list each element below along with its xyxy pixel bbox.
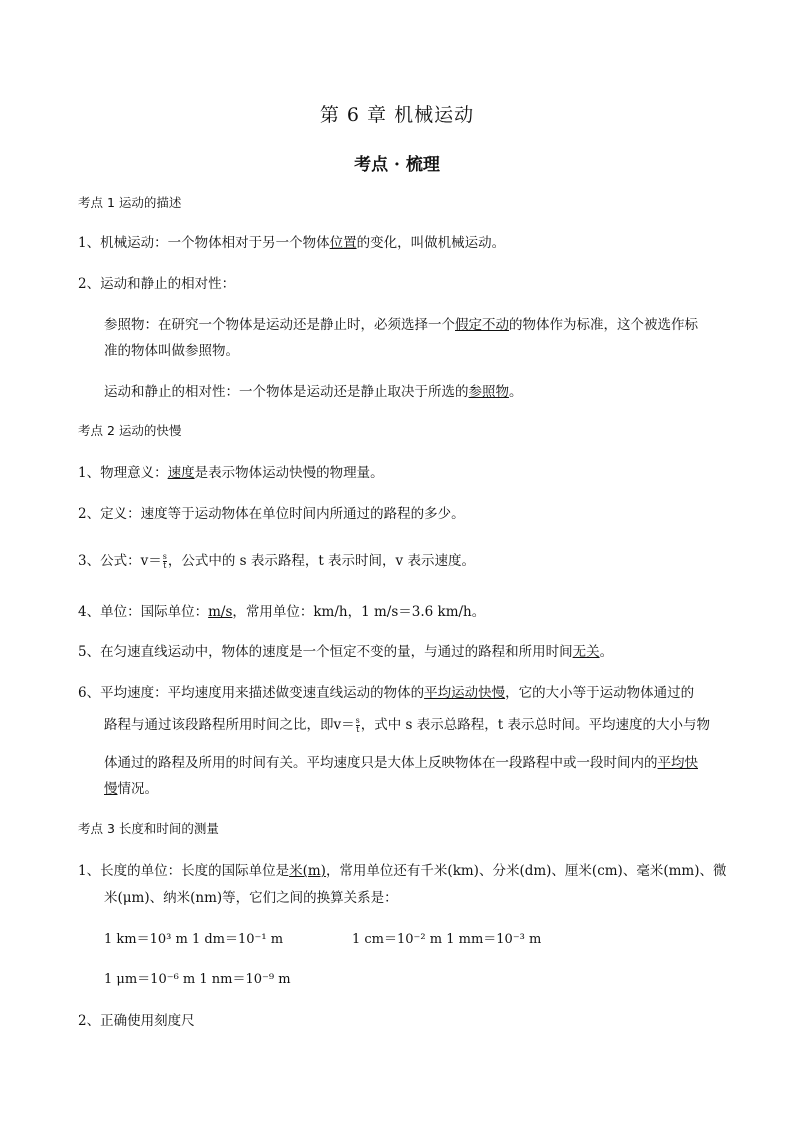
fraction-s-over-t: $\frac{s}{t}$ [162,552,167,570]
sec1-item-2: 2、运动和静止的相对性： [78,276,236,292]
sec3-item-1-line-2: 米(μm)、纳米(nm)等，它们之间的换算关系是： [104,890,398,906]
section-3-title: 考点 3 长度和时间的测量 [78,821,219,836]
sec2-item-6-line-2: 路程与通过该段路程所用时间之比，即v＝ $\frac{s}{t}$ ，式中 s 表示总路程，t 表示总时间。平均速度的大小与物 [104,716,710,734]
sec3-item-1-line-1: 1、长度的单位：长度的国际单位是米(m)，常用单位还有千米(km)、分米(dm)、厘米(cm)、毫米(mm)、微 [78,863,727,879]
chapter-title: 第 6 章 机械运动 [319,104,475,126]
sec1-relativity: 运动和静止的相对性：一个物体是运动还是静止取决于所选的参照物。 [104,384,523,400]
fraction-s-over-t: $\frac{s}{t}$ [355,716,360,734]
sec2-item-5: 5、在匀速直线运动中，物体的速度是一个恒定不变的量，与通过的路程和所用时间无关。 [78,644,614,660]
sec2-item-4: 4、单位：国际单位：m/s，常用单位：km/h，1 m/s＝3.6 km/h。 [78,604,486,620]
sec2-item-1: 1、物理意义：速度是表示物体运动快慢的物理量。 [78,465,384,481]
sec2-item-3-formula: 3、公式：v＝ $\frac{s}{t}$ ，公式中的 s 表示路程，t 表示时间，v 表示速度。 [78,552,475,570]
section-2-title: 考点 2 运动的快慢 [78,423,182,438]
sec3-item-2: 2、正确使用刻度尺 [78,1013,195,1029]
sec1-reference-line-1: 参照物：在研究一个物体是运动还是静止时，必须选择一个假定不动的物体作为标准，这个被选作标 [104,317,698,333]
sec2-item-2: 2、定义：速度等于运动物体在单位时间内所通过的路程的多少。 [78,506,465,522]
unit-conversion-1: 1 km＝10³ m 1 dm＝10⁻¹ m [104,932,284,947]
section-subtitle: 考点 · 梳理 [354,155,440,175]
sec2-item-6-line-3: 体通过的路程及所用的时间有关。平均速度只是大体上反映物体在一段路程中或一段时间内的平均快 [104,755,698,771]
unit-conversion-2: 1 cm＝10⁻² m 1 mm＝10⁻³ m [352,932,542,947]
sec2-item-6-line-1: 6、平均速度：平均速度用来描述做变速直线运动的物体的平均运动快慢，它的大小等于运动物体通过的 [78,685,695,701]
section-1-title: 考点 1 运动的描述 [78,195,182,210]
sec1-reference-line-2: 准的物体叫做参照物。 [104,343,239,359]
sec1-item-1: 1、机械运动：一个物体相对于另一个物体位置的变化，叫做机械运动。 [78,235,506,251]
unit-conversion-3: 1 μm＝10⁻⁶ m 1 nm＝10⁻⁹ m [104,972,291,987]
sec2-item-6-line-4: 慢情况。 [104,781,158,797]
